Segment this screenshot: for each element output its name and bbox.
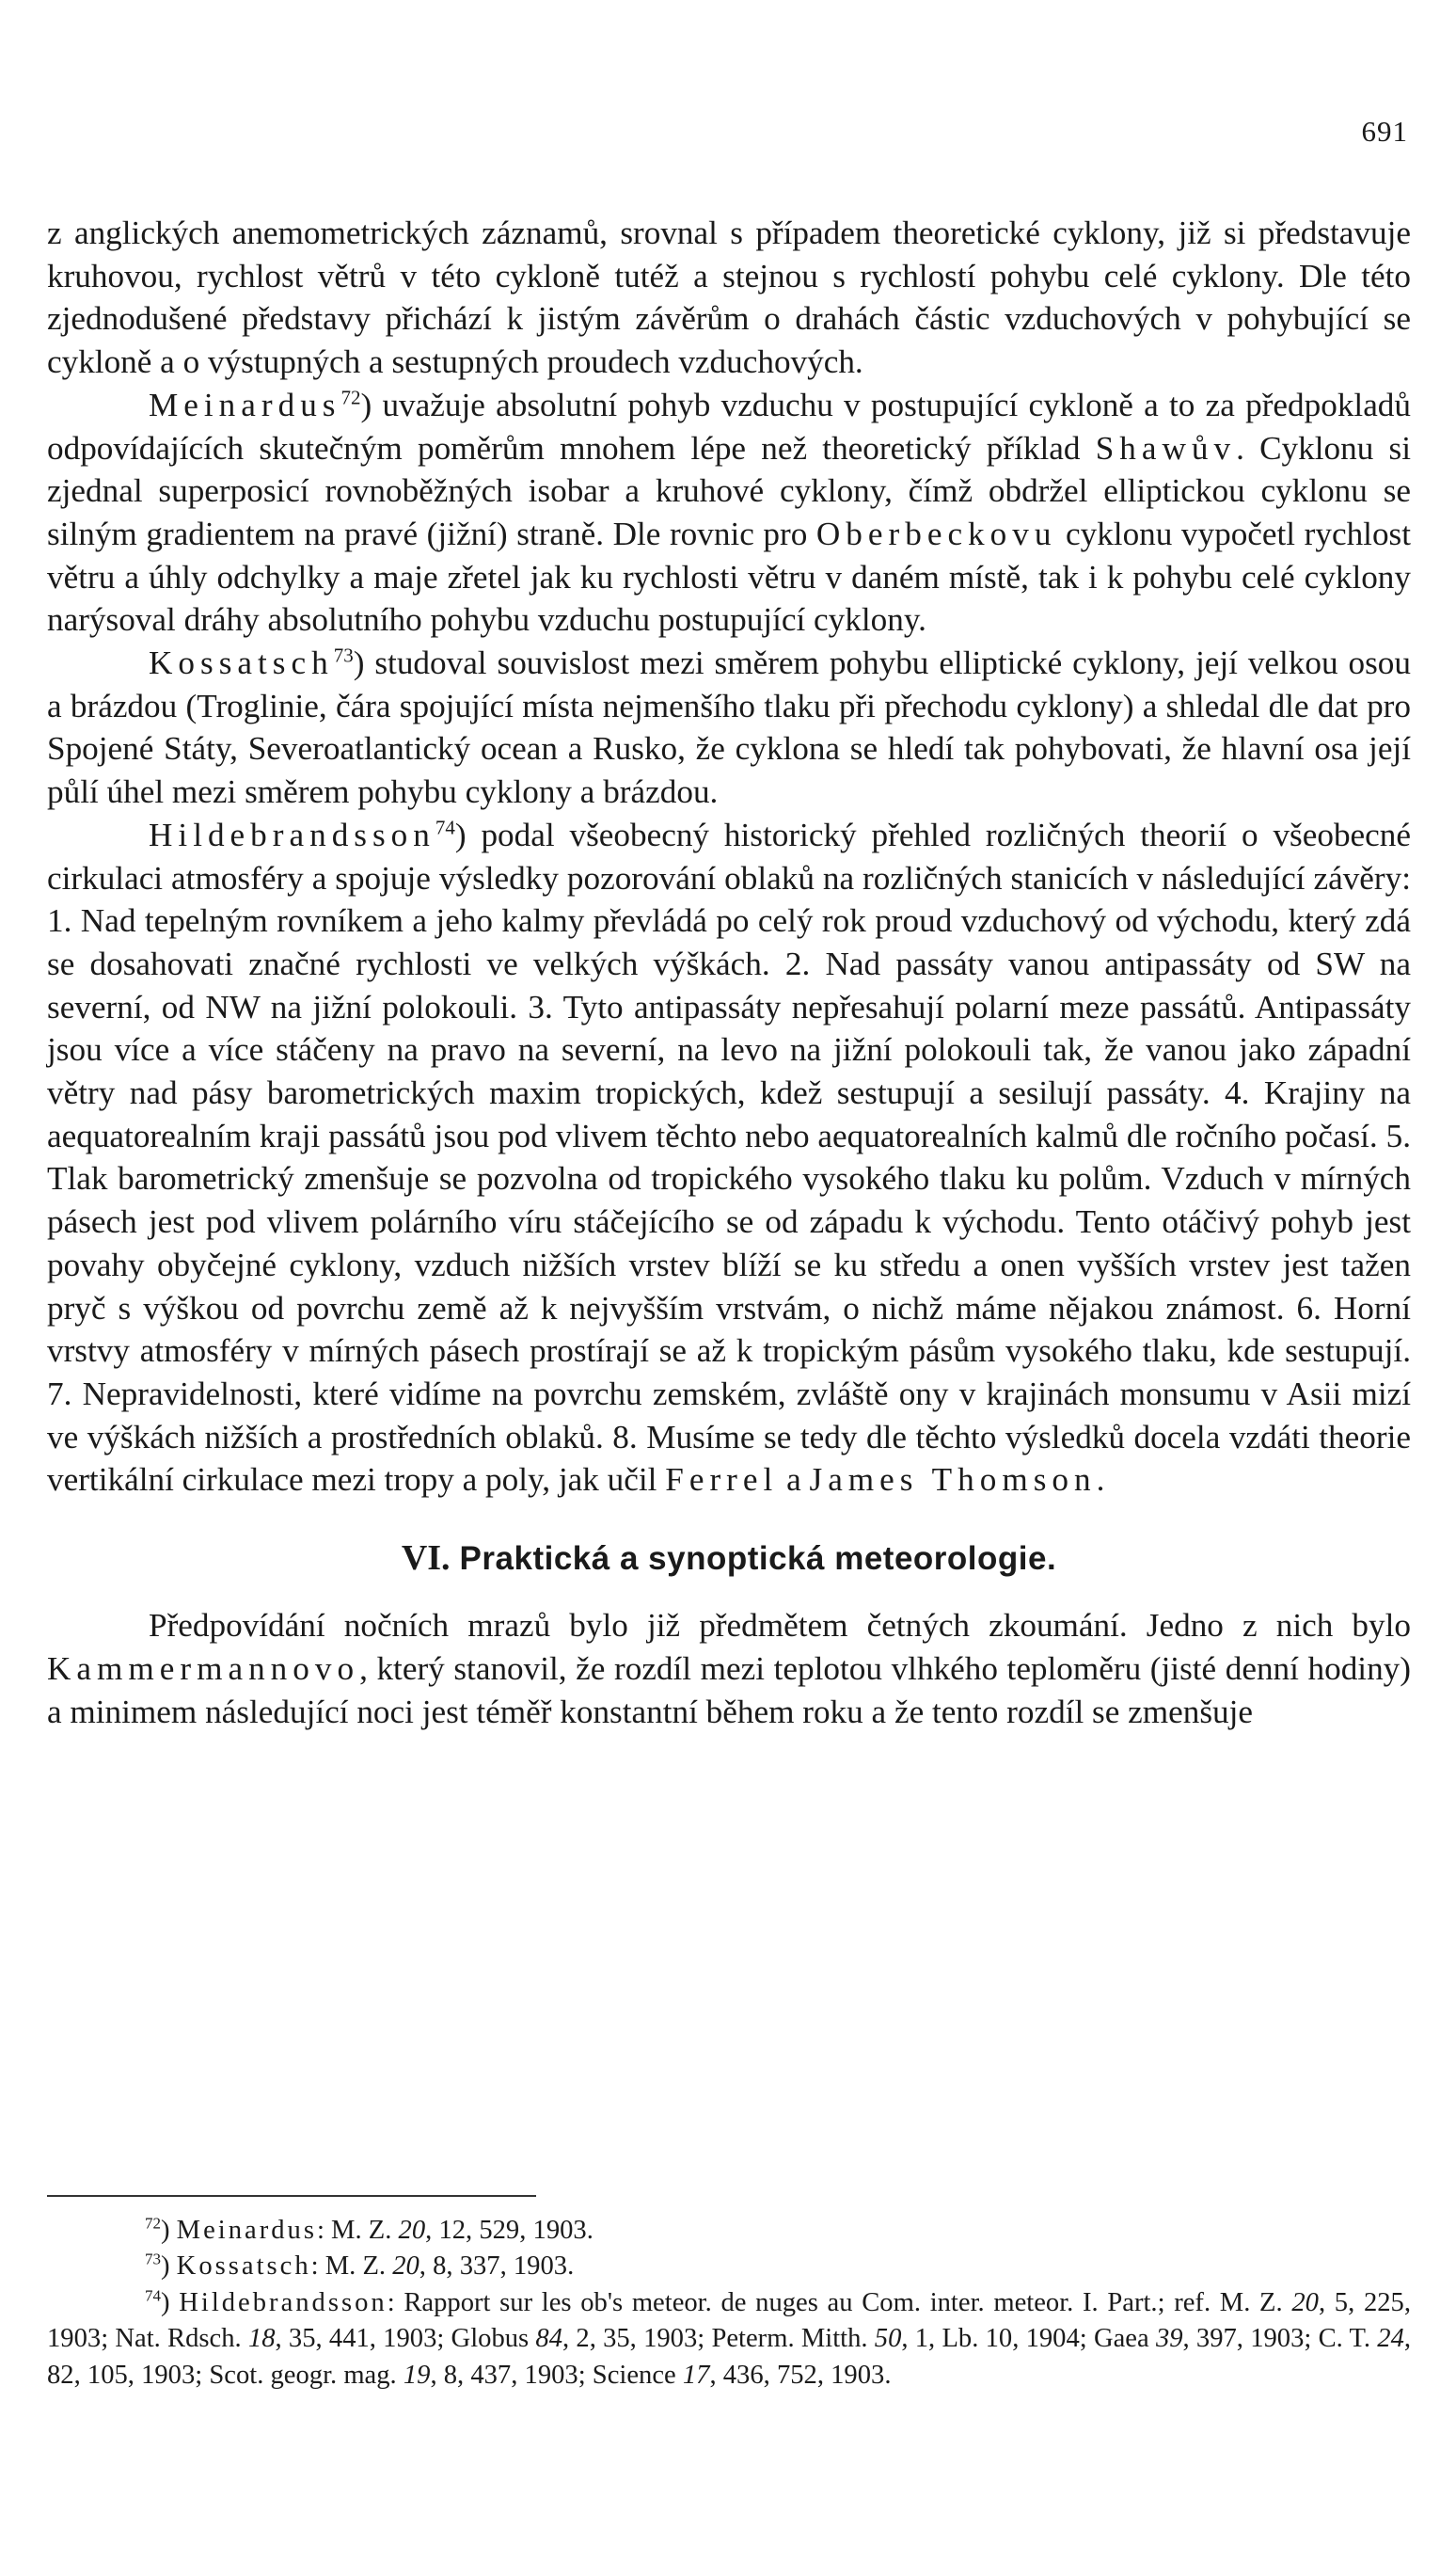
paragraph-text: a — [778, 1461, 810, 1499]
footnote-74: $^{74}$) Hildebrandsson: Rapport sur les ob's meteor. de nuges au Com. inter. meteor. I. Part.; ref. M. Z. 20, 5, 225, 1903; Nat. Rdsch. 18, 35, 441, 1903; Globus 84, 2, 35, 1903; Peterm. Mitth. 50, 1, Lb. 10, 1904; Gaea 39, 397, 1903; C. T. 24, 82, 105, 1903; Scot. geogr. mag. 19, 8, 437, 1903; Science 17, 436, 752, 1903. — [47, 2286, 1412, 2390]
footnote-73: $^{73}$) Kossatsch: M. Z. 20, 8, 337, 1903. — [145, 2250, 575, 2282]
author-name: Kammermannovo — [47, 1649, 360, 1687]
footnote-text: , 436, 752, 1903. — [709, 2360, 892, 2390]
paragraph-text: . Cyklonu si zjednal superposicí rovnoběžných isobar a kruhové cyklony, čímž obdržel elliptickou cyklonu se silným gradientem na pravé (jižní) straně. Dle rovnic pro — [47, 429, 1411, 552]
paragraph-meinardus — [47, 384, 1411, 642]
volume-number: 39 — [1155, 2324, 1183, 2354]
author-name: Kossatsch — [149, 644, 334, 682]
paragraph-text: Předpovídání nočních mrazů bylo již předmětem četných zkoumání. Jedno z nich bylo — [149, 1607, 1411, 1645]
footnote-mark: 72 — [145, 2214, 161, 2233]
paragraph-text: . — [1096, 1461, 1105, 1499]
footnote-text: , 397, 1903; C. T. — [1182, 2324, 1378, 2354]
footnote-text: : M. Z. — [316, 2216, 399, 2245]
author-name: Ferrel — [665, 1461, 779, 1499]
author-name: Shawův — [1095, 429, 1237, 467]
page-number: 691 — [1361, 115, 1408, 148]
paragraph-hildebrandsson — [47, 814, 1411, 1502]
volume-number: 18 — [247, 2324, 276, 2354]
paragraph-frost-prediction — [47, 1604, 1411, 1733]
footnote-text: , 8, 437, 1903; Science — [430, 2360, 683, 2390]
author-name: Kossatsch — [176, 2251, 311, 2282]
body-text — [47, 212, 1411, 1733]
footnote-ref: 72 — [340, 386, 361, 409]
footnote-text: , 2, 35, 1903; Peterm. Mitth. — [562, 2324, 875, 2354]
paragraph-text: ) podal všeobecný historický přehled rozličných theorií o všeobecné cirkulaci atmosféry a spojuje výsledky pozorování oblaků na rozličných stanicích v následující závěry: 1. Nad tepelným rovníkem a jeho kalmy převládá po celý rok proud vzduchový od východu, který zdá se dosahovati značné rychlosti ve velkých výškách. 2. Nad passáty vanou antipassáty od SW na severní, od NW na jižní polokouli. 3. Tyto antipassáty nepřesahují polarní meze passátů. Antipassáty jsou více a více stáčeny na pravo na severní, na levo na jižní polokouli tak, že vanou jako západní větry nad pásy barometrických maxim tropických, kdež sestupují a sesilují passáty. 4. Krajiny na aequatorealním kraji passátů jsou pod vlivem těchto nebo aequatorealních kalmů dle ročního počasí. 5. Tlak barometrický zmenšuje se pozvolna od tropického vysokého tlaku ku polům. Vzduch v mírných pásech jest pod vlivem polárního víru stáčejícího se od západu k východu. Tento otáčivý pohyb jest povahy obyčejné cyklony, vzduch nižších vrstev blíží se ku středu a onen vyšších vrstev jest tažen pryč s výškou od povrchu země až k nejvyšším vrstvám, o nichž máme nějakou známost. 6. Horní vrstvy atmosféry v mírných pásech prostírají se až k tropickým pásům vysokého tlaku, kde sestupují. 7. Nepravidelnosti, které vidíme na povrchu zemském, zvláště ony v krajinách monsumu v Asii mizí ve výškách nižších a prostředních oblaků. 8. Musíme se tedy dle těchto výsledků docela vzdáti theorie vertikální cirkulace mezi tropy a poly, jak učil — [47, 816, 1411, 1499]
footnote-divider — [47, 2195, 536, 2197]
footnote-ref: 74 — [435, 816, 455, 839]
author-name: James Thomson — [809, 1461, 1097, 1499]
section-heading — [47, 1534, 1411, 1583]
paragraph-text: ) studoval souvislost mezi směrem pohybu elliptické cyklony, její velkou osou a brázdou (Troglinie, čára spojující místa nejmenšího tlaku při přechodu cyklony) a shledal dle dat pro Spojené Státy, Severoatlantický ocean a Rusko, že cyklona se hledí tak pohybovati, že hlavní osa její půlí úhel mezi směrem pohybu cyklony a brázdou. — [47, 644, 1411, 811]
author-name: Hildebrandsson — [179, 2287, 388, 2317]
author-name: Hildebrandsson — [149, 816, 435, 853]
volume-number: 84 — [535, 2324, 563, 2354]
paragraph-text: , který stanovil, že rozdíl mezi teplotou vlhkého teploměru (jisté denní hodiny) a minimem následující noci jest téměř konstantní během roku a že tento rozdíl se zmenšuje — [47, 1649, 1411, 1730]
volume-number: 20 — [398, 2216, 426, 2245]
author-name: Meinardus — [149, 386, 341, 423]
volume-number: 19 — [403, 2360, 431, 2390]
volume-number: 50 — [874, 2324, 902, 2354]
paragraph-text: cyklonu vypočetl rychlost větru a úhly odchylky a maje zřetel jak ku rychlosti větru v daném místě, tak i k pohybu celé cyklony narýsoval dráhy absolutního pohybu vzduchu postupující cyklony. — [47, 515, 1412, 639]
volume-number: 24 — [1377, 2324, 1404, 2354]
volume-number: 20 — [392, 2251, 419, 2282]
volume-number: 17 — [682, 2360, 710, 2390]
footnote-mark: 74 — [145, 2286, 161, 2305]
footnote-text: , 35, 441, 1903; Globus — [275, 2324, 536, 2354]
footnote-text: : Rapport sur les ob's meteor. de nuges au Com. inter. meteor. I. Part.; ref. M. Z. — [387, 2287, 1292, 2317]
footnote-ref: 73 — [333, 644, 354, 667]
footnote-text: , 1, Lb. 10, 1904; Gaea — [901, 2324, 1156, 2354]
footnote-text: , 5, 225, 1903; Nat. Rdsch. — [47, 2287, 1411, 2354]
footnote-text: , 82, 105, 1903; Scot. geogr. mag. — [47, 2324, 1412, 2390]
footnote-72: $^{72}$) Meinardus: M. Z. 20, 12, 529, 1903. — [145, 2214, 593, 2245]
footnote-mark: 73 — [145, 2250, 161, 2268]
section-number: VI. — [401, 1538, 451, 1579]
author-name: Meinardus — [176, 2216, 317, 2245]
paragraph-text: ) uvažuje absolutní pohyb vzduchu v postupující cykloně a to za předpokladů odpovídajících skutečným poměrům mnohem lépe než theoretický příklad — [47, 386, 1411, 467]
paragraph-1: z anglických anemometrických záznamů, srovnal s případem theoretické cyklony, již si představuje kruhovou, rychlost větrů v této cykloně tutéž a stejnou s rychlostí pohybu celé cyklony. Dle této zjednodušené představy přichází k jistým závěrům o drahách částic vzduchových v pohybující se cykloně a o výstupných a sestupných proudech vzduchových. — [47, 215, 1411, 381]
paragraph-kossatsch — [47, 642, 1411, 814]
volume-number: 20 — [1291, 2287, 1319, 2317]
footnotes — [47, 2213, 1411, 2394]
footnote-text: , 8, 337, 1903. — [419, 2251, 575, 2282]
footnote-text: : M. Z. — [310, 2251, 393, 2282]
author-name: Oberbeckovu — [815, 515, 1057, 552]
footnote-text: , 12, 529, 1903. — [425, 2216, 593, 2245]
section-title: Praktická a synoptická meteorologie. — [459, 1540, 1057, 1578]
